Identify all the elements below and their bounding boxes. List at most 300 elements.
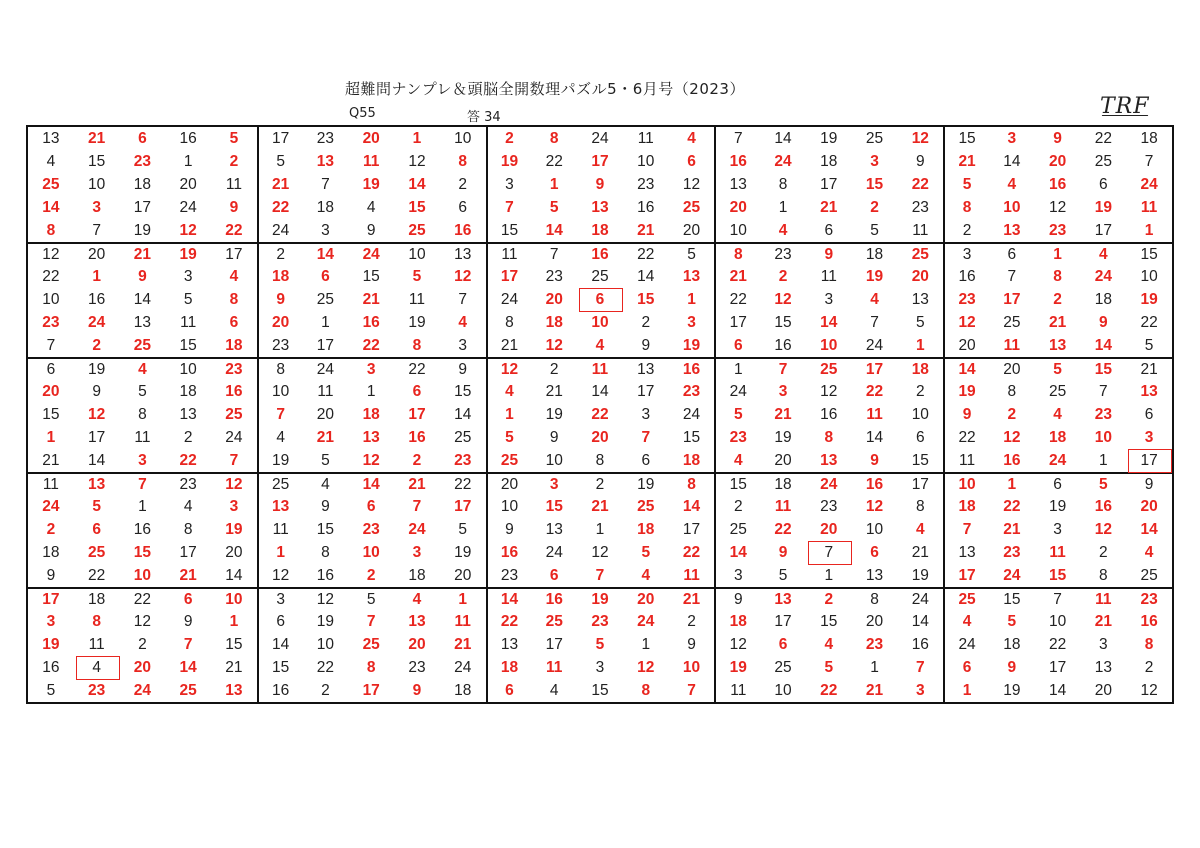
grid-cell: 15 <box>989 587 1035 610</box>
grid-cell: 11 <box>866 405 883 423</box>
grid-cell: 11 <box>225 175 242 193</box>
grid-cell: 18 <box>1140 129 1158 147</box>
grid-cell: 24 <box>682 405 701 423</box>
grid-cell: 8 <box>229 290 239 308</box>
grid-cell: 18 <box>1048 428 1067 446</box>
grid-cell: 10 <box>257 380 303 403</box>
grid-cell: 4 <box>46 152 56 170</box>
grid-cell: 23 <box>211 357 257 380</box>
grid-cell: 22 <box>1140 313 1158 331</box>
grid-cell: 3 <box>46 612 56 630</box>
grid-cell: 20 <box>545 290 563 308</box>
grid-cell: 1 <box>229 612 239 630</box>
grid-cell: 24 <box>714 380 760 403</box>
grid-cell: 20 <box>682 221 701 239</box>
grid-cell: 2 <box>531 357 577 380</box>
grid-cell: 21 <box>545 382 563 400</box>
grid-cell: 14 <box>257 633 303 656</box>
grid-cell: 13 <box>316 152 335 170</box>
grid-cell: 15 <box>943 127 989 150</box>
grid-cell: 3 <box>257 587 303 610</box>
grid-cell: 19 <box>577 587 623 610</box>
grid-cell: 1 <box>916 336 925 354</box>
grid-cell: 2 <box>138 635 147 653</box>
grid-cell: 16 <box>714 150 760 173</box>
grid-cell: 23 <box>714 426 760 449</box>
grid-cell: 12 <box>88 405 106 423</box>
grid-cell: 10 <box>682 658 701 676</box>
grid-cell: 3 <box>531 472 577 495</box>
grid-cell: 7 <box>458 290 468 308</box>
grid-cell: 17 <box>133 198 152 216</box>
grid-cell: 25 <box>1140 566 1158 584</box>
grid-cell: 3 <box>92 198 101 216</box>
grid-cell: 25 <box>42 175 60 193</box>
grid-cell: 15 <box>362 267 380 285</box>
grid-cell: 13 <box>440 242 486 265</box>
grid-cell: 19 <box>408 313 426 331</box>
grid-cell: 2 <box>366 566 376 584</box>
grid-cell: 13 <box>545 520 563 538</box>
grid-cell: 2 <box>1053 290 1062 308</box>
grid-cell: 14 <box>637 267 655 285</box>
grid-cell: 7 <box>595 566 605 584</box>
grid-cell: 25 <box>943 587 989 610</box>
grid-cell: 14 <box>820 313 838 331</box>
grid-cell: 5 <box>458 520 468 538</box>
grid-cell: 9 <box>1007 658 1017 676</box>
grid-cell: 15 <box>486 219 532 242</box>
grid-cell: 18 <box>1094 290 1112 308</box>
grid-cell: 8 <box>257 357 303 380</box>
grid-cell: 24 <box>408 520 426 538</box>
grid-cell: 1 <box>870 658 879 676</box>
grid-cell: 13 <box>133 313 152 331</box>
grid-cell: 20 <box>42 382 60 400</box>
grid-cell: 23 <box>865 635 884 653</box>
grid-cell: 23 <box>165 472 211 495</box>
grid-cell: 13 <box>225 681 243 699</box>
grid-cell: 1 <box>46 428 56 446</box>
grid-cell: 20 <box>865 612 884 630</box>
grid-cell: 2 <box>1007 405 1017 423</box>
grid-cell: 21 <box>774 405 792 423</box>
grid-cell: 12 <box>943 311 989 334</box>
grid-cell: 13 <box>362 428 380 446</box>
grid-cell: 6 <box>989 242 1035 265</box>
grid-cell: 2 <box>870 198 879 216</box>
grid-cell: 15 <box>714 472 760 495</box>
grid-cell: 4 <box>74 656 120 679</box>
grid-cell: 11 <box>1080 587 1126 610</box>
grid-cell: 6 <box>549 566 559 584</box>
grid-cell: 14 <box>943 357 989 380</box>
grid-cell: 25 <box>257 472 303 495</box>
grid-cell: 19 <box>133 221 152 239</box>
grid-cell: 17 <box>1126 449 1172 472</box>
grid-cell: 13 <box>1003 221 1021 239</box>
grid-cell: 14 <box>591 382 609 400</box>
grid-cell: 12 <box>637 658 655 676</box>
grid-cell: 23 <box>545 267 563 285</box>
grid-cell: 2 <box>1144 658 1154 676</box>
grid-cell: 14 <box>486 587 532 610</box>
grid-cell: 9 <box>687 635 696 653</box>
grid-cell: 15 <box>88 152 106 170</box>
grid-cell: 17 <box>179 543 197 561</box>
grid-cell: 17 <box>591 152 609 170</box>
grid-cell: 23 <box>1126 587 1172 610</box>
grid-cell: 7 <box>870 313 879 331</box>
grid-cell: 22 <box>1048 635 1067 653</box>
grid-cell: 4 <box>641 566 651 584</box>
grid-cell: 16 <box>316 566 335 584</box>
grid-cell: 13 <box>1094 658 1112 676</box>
grid-cell: 14 <box>545 221 563 239</box>
grid-cell: 22 <box>682 543 701 561</box>
grid-cell: 12 <box>303 587 349 610</box>
grid-cell: 18 <box>760 472 806 495</box>
grid-cell: 14 <box>179 658 197 676</box>
grid-cell: 14 <box>1094 336 1112 354</box>
grid-cell: 8 <box>714 242 760 265</box>
grid-cell: 10 <box>637 152 655 170</box>
grid-cell: 21 <box>591 497 609 515</box>
grid-cell: 21 <box>362 290 380 308</box>
grid-cell: 2 <box>412 451 422 469</box>
grid-cell: 4 <box>366 198 376 216</box>
grid-cell: 16 <box>408 428 426 446</box>
grid-cell: 25 <box>806 357 852 380</box>
grid-cell: 20 <box>362 129 380 147</box>
grid-cell: 9 <box>440 357 486 380</box>
grid-cell: 20 <box>1094 681 1112 699</box>
grid-cell: 21 <box>1048 313 1067 331</box>
grid-cell: 8 <box>366 658 376 676</box>
grid-cell: 19 <box>623 472 669 495</box>
grid-cell: 25 <box>682 198 701 216</box>
grid-cell: 17 <box>943 564 989 587</box>
grid-cell: 5 <box>1080 472 1126 495</box>
grid-cell: 11 <box>180 313 197 331</box>
grid-cell: 7 <box>229 451 239 469</box>
grid-cell: 18 <box>943 495 989 518</box>
grid-cell: 16 <box>486 541 532 564</box>
grid-cell: 11 <box>28 472 74 495</box>
grid-cell: 15 <box>545 497 563 515</box>
grid-cell: 11 <box>714 679 760 702</box>
grid-cell: 25 <box>1048 382 1067 400</box>
grid-cell: 24 <box>865 336 884 354</box>
grid-cell: 2 <box>92 336 101 354</box>
grid-cell: 5 <box>714 403 760 426</box>
grid-cell: 23 <box>637 175 655 193</box>
grid-cell: 12 <box>714 633 760 656</box>
grid-cell: 1 <box>1035 242 1081 265</box>
grid-cell: 11 <box>257 518 303 541</box>
grid-cell: 6 <box>92 520 101 538</box>
grid-cell: 6 <box>641 451 651 469</box>
grid-cell: 10 <box>714 219 760 242</box>
grid-cell: 4 <box>303 472 349 495</box>
grid-cell: 3 <box>1099 635 1108 653</box>
grid-cell: 9 <box>549 428 559 446</box>
grid-cell: 12 <box>257 564 303 587</box>
grid-cell: 5 <box>943 173 989 196</box>
grid-cell: 21 <box>454 635 472 653</box>
grid-cell: 11 <box>454 612 471 630</box>
grid-cell: 4 <box>687 129 696 147</box>
grid-cell: 17 <box>820 175 838 193</box>
grid-cell: 12 <box>486 357 532 380</box>
grid-cell: 22 <box>120 587 166 610</box>
grid-cell: 13 <box>179 405 197 423</box>
grid-cell: 14 <box>865 428 884 446</box>
grid-cell: 10 <box>545 451 563 469</box>
grid-cell: 16 <box>852 472 898 495</box>
grid-cell: 24 <box>1048 451 1067 469</box>
grid-cell: 24 <box>897 587 943 610</box>
grid-cell: 1 <box>641 635 651 653</box>
grid-cell: 10 <box>486 495 532 518</box>
grid-cell: 23 <box>133 152 152 170</box>
grid-cell: 20 <box>714 196 760 219</box>
grid-cell: 24 <box>133 681 152 699</box>
grid-cell: 4 <box>229 267 239 285</box>
grid-cell: 16 <box>454 221 472 239</box>
grid-cell: 4 <box>714 449 760 472</box>
grid-cell: 20 <box>774 451 792 469</box>
grid-cell: 3 <box>458 336 468 354</box>
grid-cell: 10 <box>943 472 989 495</box>
grid-cell: 12 <box>28 242 74 265</box>
grid-cell: 5 <box>549 198 559 216</box>
grid-cell: 14 <box>1048 681 1067 699</box>
grid-cell: 3 <box>1144 428 1154 446</box>
grid-cell: 20 <box>225 543 243 561</box>
grid-cell: 19 <box>165 242 211 265</box>
grid-cell: 22 <box>88 566 106 584</box>
grid-cell: 7 <box>46 336 56 354</box>
grid-cell: 10 <box>211 587 257 610</box>
grid-cell: 24 <box>774 152 792 170</box>
grid-cell: 16 <box>257 679 303 702</box>
grid-cell: 1 <box>687 290 696 308</box>
grid-cell: 18 <box>486 656 532 679</box>
grid-cell: 22 <box>1003 497 1021 515</box>
grid-cell: 19 <box>911 566 929 584</box>
grid-cell: 7 <box>641 428 651 446</box>
grid-cell: 15 <box>408 198 426 216</box>
grid-cell: 9 <box>321 497 330 515</box>
grid-cell: 8 <box>669 472 715 495</box>
grid-cell: 4 <box>549 681 559 699</box>
grid-cell: 7 <box>943 518 989 541</box>
grid-cell: 11 <box>683 566 700 584</box>
grid-cell: 20 <box>74 242 120 265</box>
grid-cell: 23 <box>486 564 532 587</box>
grid-cell: 9 <box>412 681 422 699</box>
grid-cell: 10 <box>1003 198 1021 216</box>
grid-cell: 13 <box>408 612 426 630</box>
grid-cell: 1 <box>138 497 147 515</box>
grid-cell: 6 <box>1144 405 1154 423</box>
grid-cell: 6 <box>916 428 925 446</box>
answer-label: 答 34 <box>467 110 501 125</box>
grid-cell: 10 <box>1048 612 1067 630</box>
grid-cell: 11 <box>317 382 334 400</box>
grid-cell: 14 <box>88 451 106 469</box>
grid-cell: 3 <box>486 173 532 196</box>
grid-cell: 19 <box>225 520 243 538</box>
grid-cell: 22 <box>820 681 838 699</box>
grid-cell: 7 <box>120 472 166 495</box>
grid-cell: 23 <box>408 658 426 676</box>
grid-cell: 16 <box>1094 497 1112 515</box>
grid-cell: 18 <box>454 681 472 699</box>
grid-cell: 25 <box>179 681 197 699</box>
grid-cell: 21 <box>820 198 838 216</box>
grid-cell: 15 <box>637 290 655 308</box>
grid-cell: 9 <box>257 288 303 311</box>
grid-cell: 3 <box>824 290 834 308</box>
grid-cell: 22 <box>545 152 563 170</box>
grid-cell: 15 <box>225 635 243 653</box>
grid-cell: 19 <box>454 543 472 561</box>
grid-cell: 4 <box>1080 242 1126 265</box>
grid-cell: 15 <box>774 313 792 331</box>
grid-cell: 21 <box>316 428 335 446</box>
grid-cell: 18 <box>820 152 838 170</box>
grid-cell: 5 <box>412 267 422 285</box>
grid-cell: 25 <box>408 221 426 239</box>
grid-cell: 25 <box>88 543 106 561</box>
grid-cell: 19 <box>74 357 120 380</box>
grid-cell: 16 <box>1003 451 1021 469</box>
grid-cell: 2 <box>806 587 852 610</box>
grid-cell: 19 <box>545 405 563 423</box>
grid-cell: 22 <box>591 405 609 423</box>
grid-cell: 3 <box>714 564 760 587</box>
grid-cell: 4 <box>120 357 166 380</box>
grid-cell: 8 <box>641 681 651 699</box>
grid-cell: 19 <box>257 449 303 472</box>
grid-cell: 23 <box>943 288 989 311</box>
grid-cell: 16 <box>577 242 623 265</box>
grid-cell: 20 <box>820 520 838 538</box>
grid-cell: 21 <box>394 472 440 495</box>
grid-cell: 2 <box>714 495 760 518</box>
grid-cell: 13 <box>1140 382 1158 400</box>
grid-cell: 6 <box>28 357 74 380</box>
grid-cell: 12 <box>1094 520 1112 538</box>
grid-cell: 5 <box>138 382 147 400</box>
grid-cell: 8 <box>92 612 101 630</box>
grid-cell: 11 <box>820 267 837 285</box>
grid-cell: 3 <box>595 658 605 676</box>
grid-cell: 7 <box>486 196 532 219</box>
grid-cell: 9 <box>138 267 147 285</box>
grid-cell: 17 <box>1094 221 1112 239</box>
grid-cell: 2 <box>916 382 925 400</box>
grid-cell: 23 <box>682 382 701 400</box>
grid-cell: 17 <box>408 405 426 423</box>
grid-cell: 6 <box>778 635 788 653</box>
grid-cell: 22 <box>440 472 486 495</box>
grid-cell: 19 <box>1140 290 1158 308</box>
grid-cell: 24 <box>225 428 243 446</box>
grid-cell: 15 <box>865 175 884 193</box>
grid-cell: 17 <box>682 520 701 538</box>
grid-cell: 13 <box>257 495 303 518</box>
grid-cell: 9 <box>778 543 788 561</box>
grid-cell: 23 <box>454 451 472 469</box>
grid-cell: 11 <box>88 635 105 653</box>
grid-cell: 9 <box>366 221 376 239</box>
grid-cell: 21 <box>865 681 884 699</box>
grid-cell: 11 <box>943 449 989 472</box>
grid-cell: 19 <box>774 428 792 446</box>
puzzle-title: 超難問ナンプレ＆頭脳全開数理パズル5・6月号（2023） <box>345 80 745 98</box>
grid-cell: 5 <box>229 129 239 147</box>
grid-cell: 9 <box>595 175 605 193</box>
grid-cell: 8 <box>321 543 330 561</box>
grid-cell: 19 <box>362 175 380 193</box>
grid-cell: 22 <box>362 336 380 354</box>
grid-cell: 22 <box>42 267 60 285</box>
grid-cell: 9 <box>1126 472 1172 495</box>
grid-cell: 2 <box>46 520 56 538</box>
grid-cell: 8 <box>916 497 925 515</box>
grid-cell: 3 <box>1053 520 1062 538</box>
grid-cell: 18 <box>545 313 563 331</box>
grid-cell: 1 <box>943 679 989 702</box>
grid-cell: 15 <box>133 543 152 561</box>
grid-cell: 5 <box>916 313 925 331</box>
grid-cell: 21 <box>225 658 243 676</box>
grid-cell: 24 <box>943 633 989 656</box>
grid-cell: 4 <box>870 290 879 308</box>
grid-cell: 1 <box>366 382 376 400</box>
grid-cell: 7 <box>257 403 303 426</box>
grid-cell: 11 <box>637 129 654 147</box>
grid-cell: 21 <box>42 451 60 469</box>
grid-cell: 13 <box>623 357 669 380</box>
grid-cell: 1 <box>440 587 486 610</box>
grid-cell: 12 <box>820 382 838 400</box>
grid-cell: 10 <box>316 635 335 653</box>
grid-cell: 12 <box>911 129 929 147</box>
grid-cell: 2 <box>257 242 303 265</box>
grid-cell: 2 <box>458 175 468 193</box>
grid-cell: 1 <box>824 566 834 584</box>
grid-cell: 15 <box>1048 566 1067 584</box>
grid-cell: 12 <box>179 221 197 239</box>
grid-cell: 6 <box>458 198 468 216</box>
grid-cell: 20 <box>943 334 989 357</box>
grid-cell: 10 <box>133 566 152 584</box>
grid-cell: 6 <box>687 152 696 170</box>
grid-cell: 19 <box>865 267 884 285</box>
grid-cell: 14 <box>303 242 349 265</box>
grid-cell: 8 <box>458 152 468 170</box>
grid-cell: 19 <box>1048 497 1067 515</box>
grid-cell: 2 <box>687 612 696 630</box>
grid-cell: 13 <box>1048 336 1067 354</box>
grid-cell: 13 <box>682 267 701 285</box>
grid-cell: 10 <box>774 681 792 699</box>
grid-cell: 16 <box>820 405 838 423</box>
